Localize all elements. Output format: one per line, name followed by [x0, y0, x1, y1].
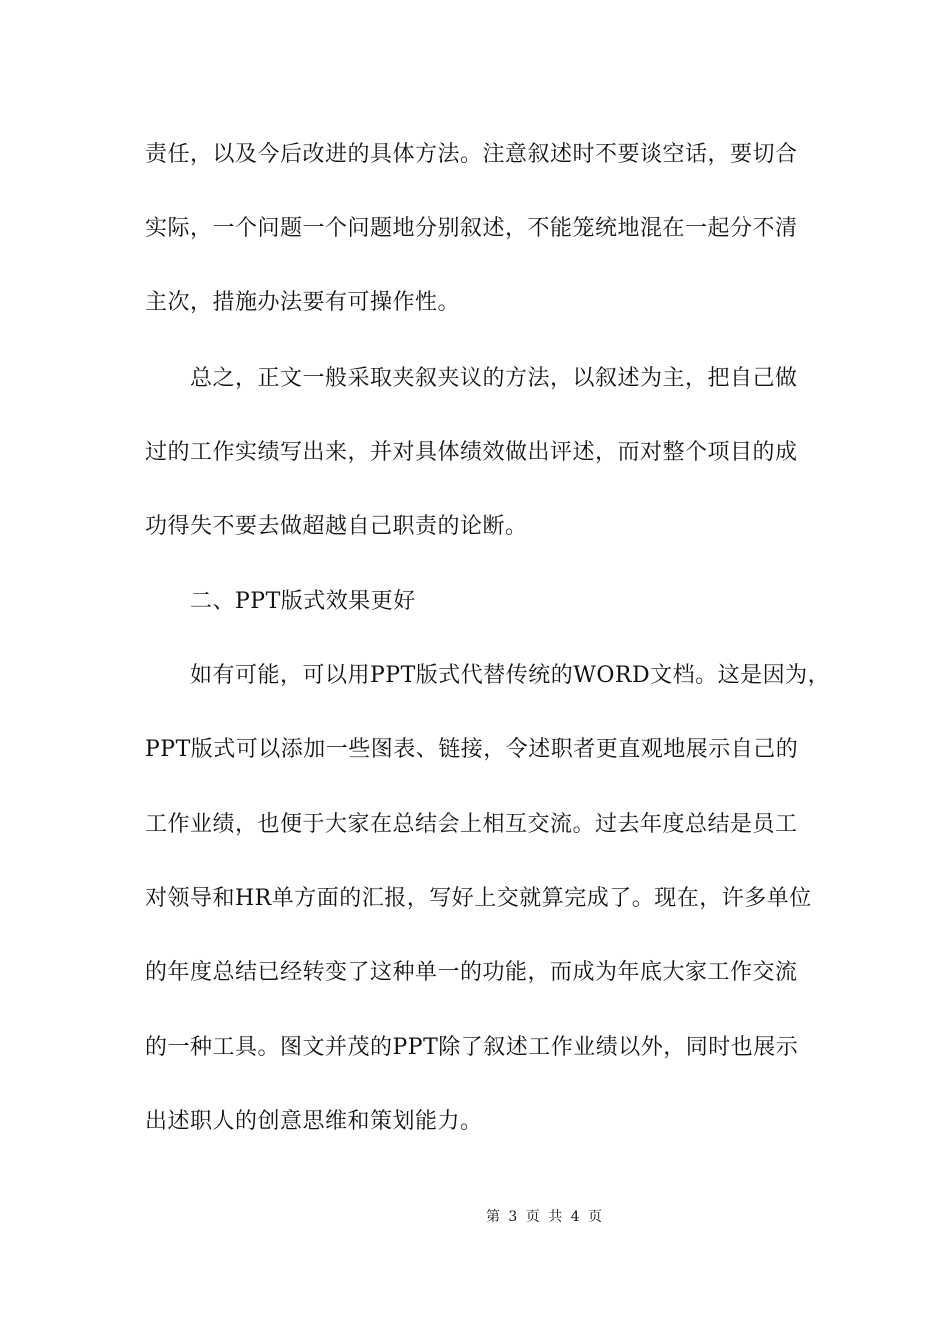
- paragraph-3-line-1: 如有可能，可以用PPT版式代替传统的WORD文档。这是因为，: [190, 663, 831, 688]
- page-number-footer: 第 3 页 共 4 页: [485, 1209, 605, 1225]
- paragraph-3-line-3: 工作业绩，也便于大家在总结会上相互交流。过去年度总结是员工: [145, 812, 798, 837]
- paragraph-1-line-2: 实际，一个问题一个问题地分别叙述，不能笼统地混在一起分不清: [145, 216, 798, 241]
- paragraph-3-line-2: PPT版式可以添加一些图表、链接，令述职者更直观地展示自己的: [145, 737, 799, 762]
- section-heading: 二、PPT版式效果更好: [190, 589, 416, 614]
- paragraph-3-line-6: 的一种工具。图文并茂的PPT除了叙述工作业绩以外，同时也展示: [145, 1035, 799, 1060]
- paragraph-3-line-4: 对领导和HR单方面的汇报，写好上交就算完成了。现在，许多单位: [145, 886, 812, 911]
- paragraph-2-line-3: 功得失不要去做超越自己职责的论断。: [145, 514, 528, 539]
- paragraph-1-line-3: 主次，措施办法要有可操作性。: [145, 290, 461, 315]
- paragraph-3-line-7: 出述职人的创意思维和策划能力。: [145, 1109, 483, 1134]
- paragraph-2-line-1: 总之，正文一般采取夹叙夹议的方法，以叙述为主，把自己做: [190, 366, 798, 391]
- paragraph-3-line-5: 的年度总结已经转变了这种单一的功能，而成为年底大家工作交流: [145, 960, 798, 985]
- paragraph-1-line-1: 责任，以及今后改进的具体方法。注意叙述时不要谈空话，要切合: [145, 142, 798, 167]
- paragraph-2-line-2: 过的工作实绩写出来，并对具体绩效做出评述，而对整个项目的成: [145, 440, 798, 465]
